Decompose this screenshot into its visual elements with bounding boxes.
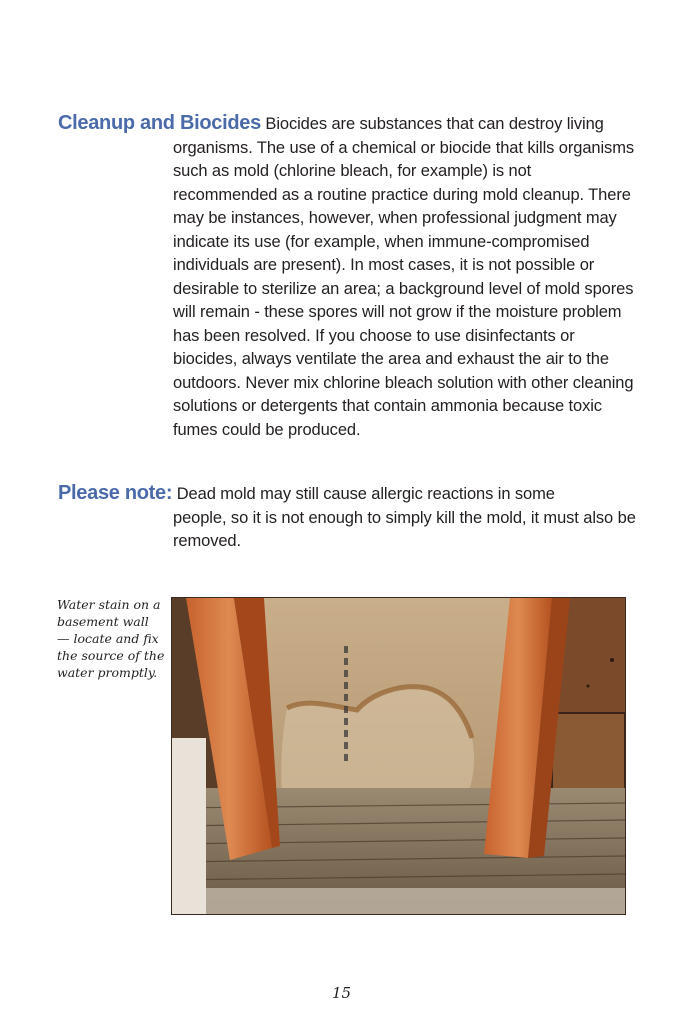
cleanup-intro-text: Biocides are substances that can destroy living xyxy=(265,115,604,133)
figure-caption: Water stain on a basement wall — locate and fix the source of the water promptly. xyxy=(57,597,165,680)
cleanup-heading: Cleanup and Biocides xyxy=(58,112,261,134)
basement-wall-illustration xyxy=(172,598,625,914)
note-heading: Please note: xyxy=(58,482,173,504)
cleanup-section xyxy=(58,112,638,442)
cleanup-body-text: organisms. The use of a chemical or biocide that kills organisms such as mold (chlorine bleach, for example) is not recommended as a routine practice during mold cleanup. There may be instances, however, when professional judgment may indicate its use (for example, when immune-compromised individuals are present). In most cases, it is not possible or desirable to sterilize an area; a background level of mold spores will remain - these spores will not grow if the moisture problem has been resolved. If you choose to use disinfectants or biocides, always ventilate the area and exhaust the air to the outdoors. Never mix chlorine bleach solution with other cleaning solutions or detergents that contain ammonia because toxic fumes could be produced. xyxy=(173,138,635,439)
note-intro-text: Dead mold may still cause allergic reactions in some xyxy=(176,485,555,503)
cleanup-first-line xyxy=(58,112,638,137)
note-section xyxy=(58,482,638,554)
page-number: 15 xyxy=(331,984,352,1002)
note-first-line xyxy=(58,482,638,507)
note-body-text: people, so it is not enough to simply kill the mold, it must also be removed. xyxy=(173,508,636,550)
water-stain-photo xyxy=(171,597,626,915)
